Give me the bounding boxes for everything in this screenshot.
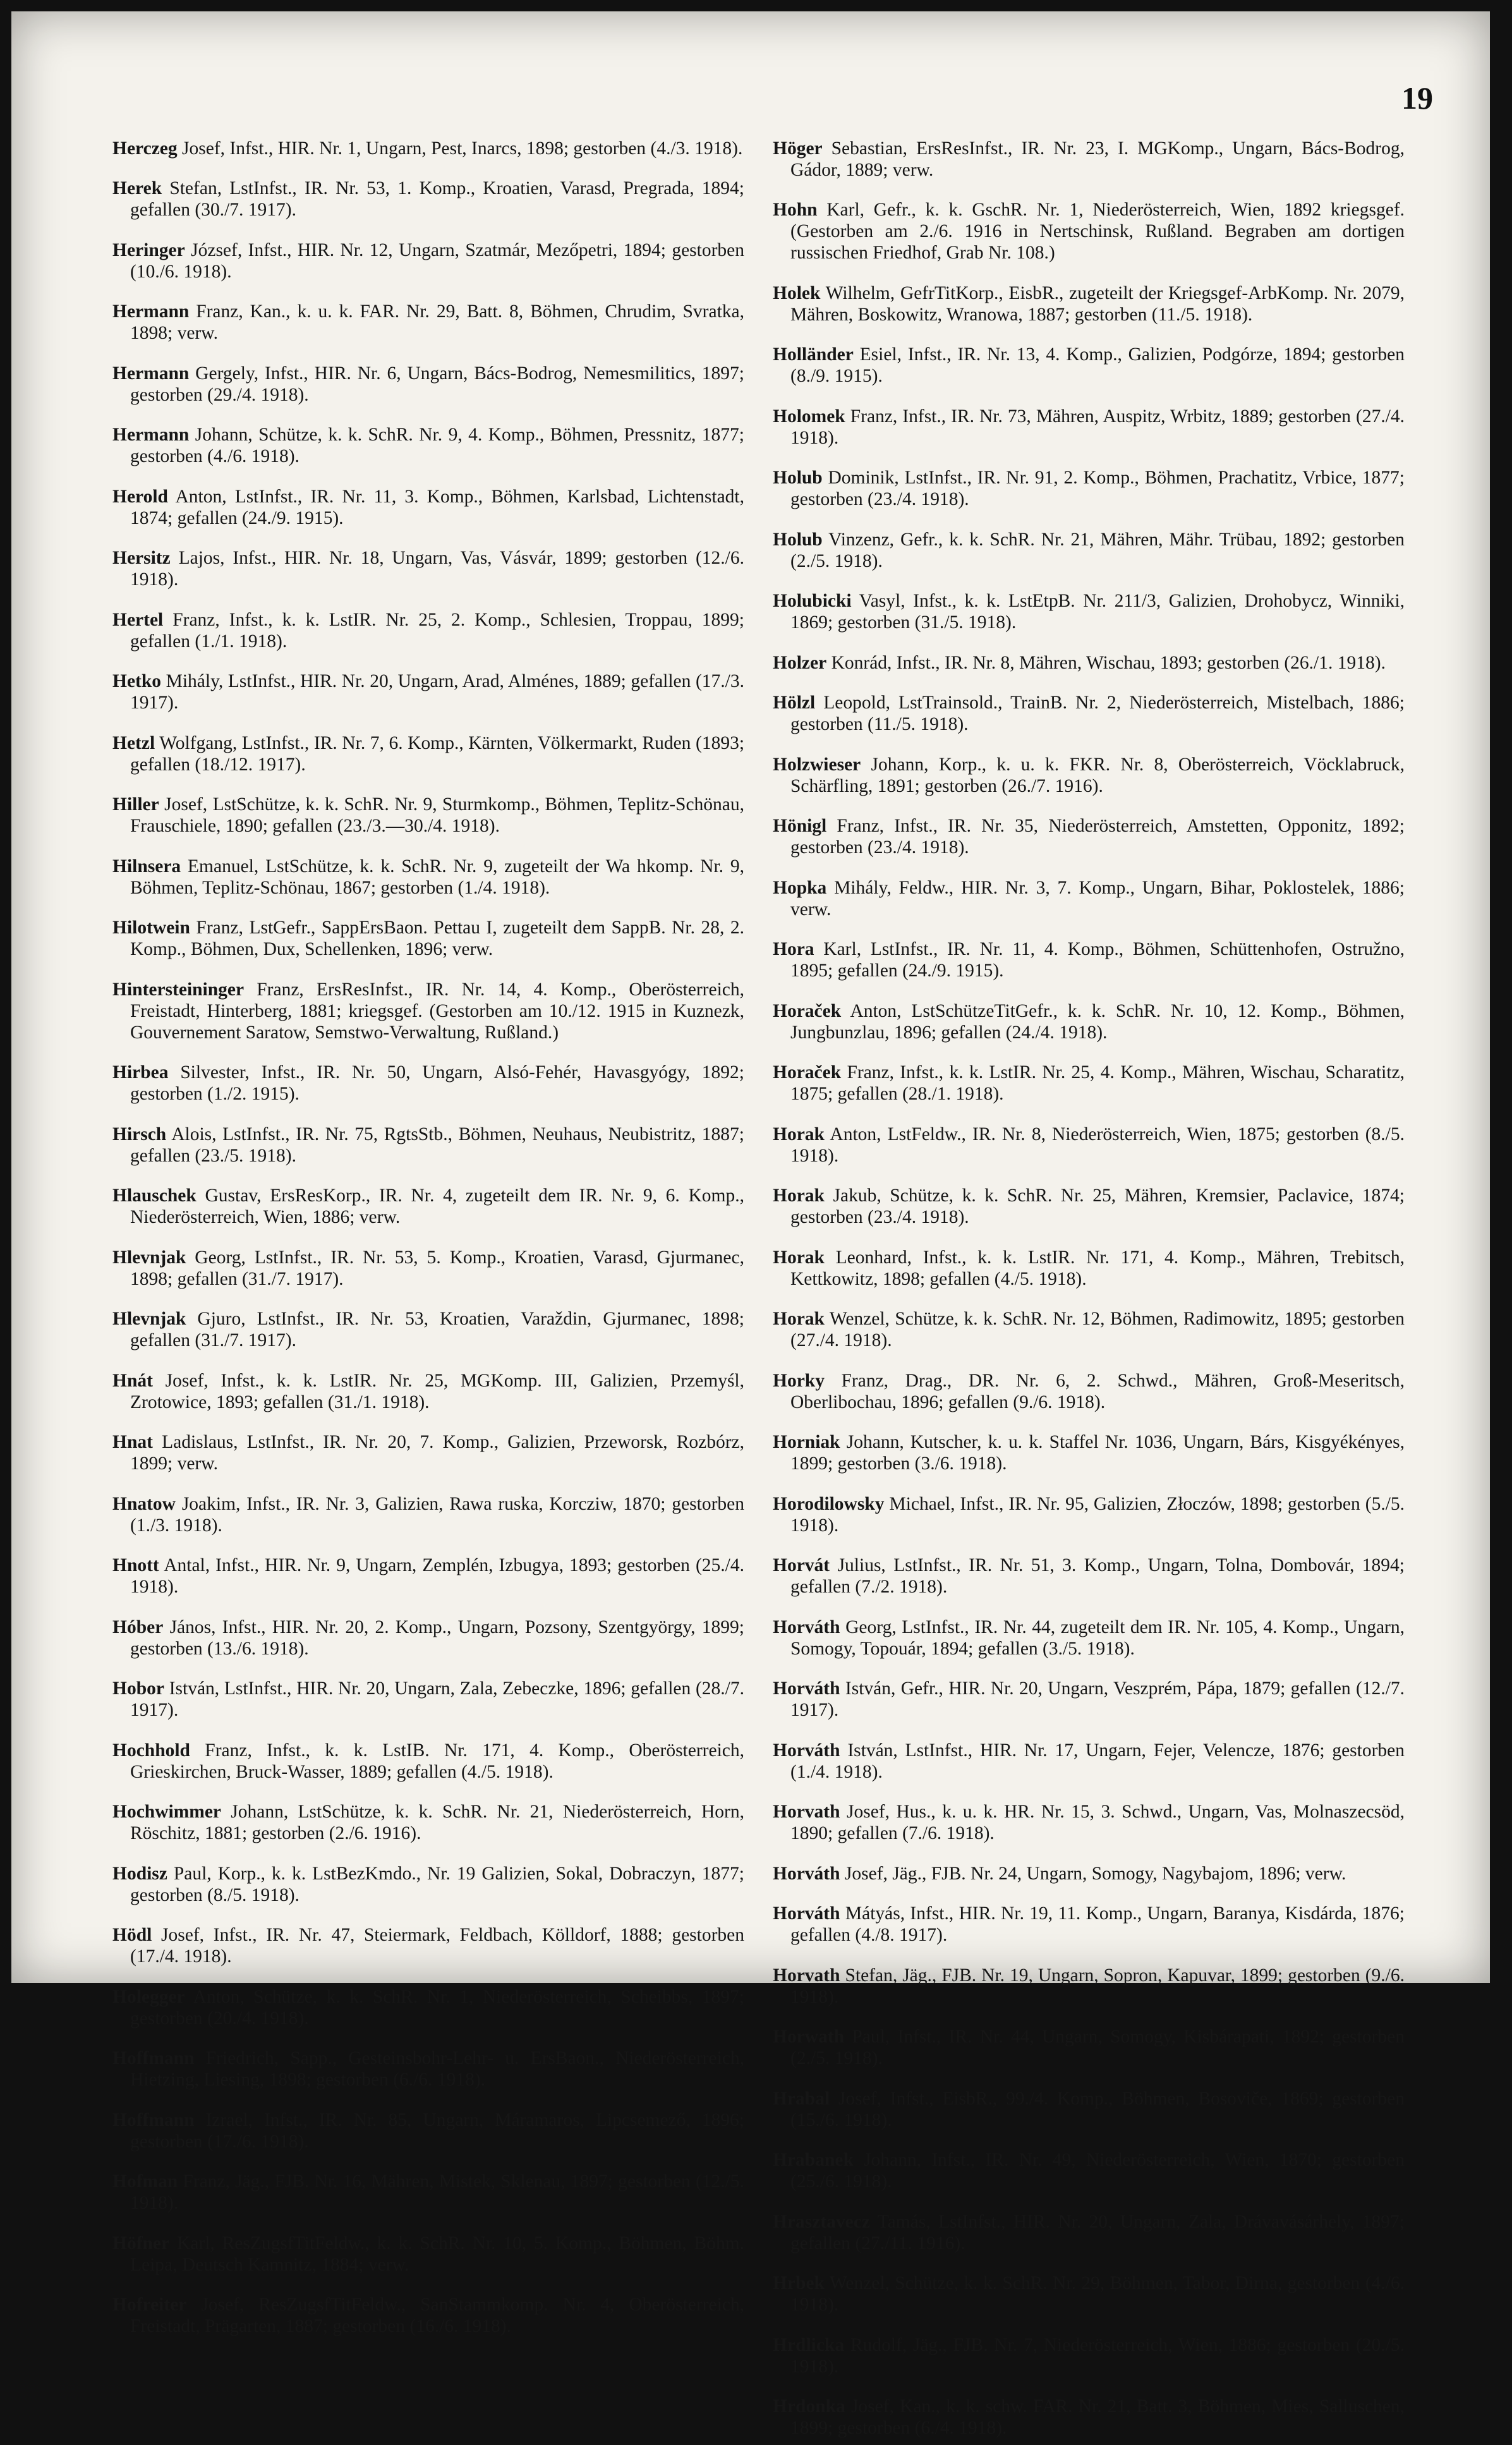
entry-details: Gustav, ErsResKorp., IR. Nr. 4, zugeteilt dem IR. Nr. 9, 6. Komp., Niederösterreich, Wien, 1886; verw.: [130, 1186, 745, 1227]
register-entry: [112, 1493, 744, 1536]
entry-details: Franz, Infst., k. k. LstIR. Nr. 25, 2. Komp., Schlesien, Troppau, 1899; gefallen (1./1. 1918).: [130, 609, 744, 652]
entry-surname: Hofreiter: [112, 2295, 187, 2315]
entry-surname: Höfner: [112, 2233, 170, 2254]
entry-details: Konrád, Infst., IR. Nr. 8, Mähren, Wischau, 1893; gestorben (26./1. 1918).: [831, 652, 1386, 673]
register-entry: [773, 467, 1405, 510]
entry-surname: Hnát: [112, 1370, 153, 1391]
entry-surname: Hnatow: [112, 1493, 176, 1514]
entry-surname: Hodisz: [112, 1863, 167, 1884]
register-entry: [773, 938, 1405, 981]
entry-surname: Holegger: [112, 1986, 185, 2007]
register-entry: [773, 652, 1405, 674]
entry-surname: Hoffmann: [112, 2109, 195, 2130]
entry-details: Anton, LstFeldw., IR. Nr. 8, Niederösterreich, Wien, 1875; gestorben (8./5. 1918).: [790, 1124, 1405, 1166]
register-entry: [773, 2334, 1405, 2377]
entry-details: Silvester, Infst., IR. Nr. 50, Ungarn, Alsó-Fehér, Havasgyógy, 1892; gestorben (1./2. 1915).: [130, 1062, 745, 1104]
entry-surname: Horak: [773, 1124, 825, 1144]
register-entry: [112, 1863, 744, 1906]
entry-surname: Horaček: [773, 1062, 842, 1083]
register-entry: [773, 1903, 1405, 1946]
register-entry: [773, 1493, 1405, 1536]
entry-surname: Hopka: [773, 877, 827, 898]
entry-surname: Hrabal: [773, 2088, 830, 2109]
entry-details: Johann, LstSchütze, k. k. SchR. Nr. 21, Niederösterreich, Horn, Röschitz, 1881; gestorben (2./6. 1916).: [130, 1802, 744, 1843]
entry-surname: Hofman: [112, 2171, 178, 2192]
entry-surname: Horváth: [773, 1678, 840, 1699]
entry-details: Josef, LstSchütze, k. k. SchR. Nr. 9, Sturmkomp., Böhmen, Teplitz-Schönau, Frauschiele, 1890; gefallen (23./3.—30./4. 1918).: [130, 794, 745, 836]
entry-details: Esiel, Infst., IR. Nr. 13, 4. Komp., Galizien, Podgórze, 1894; gestorben (8./9. 1915).: [790, 344, 1405, 386]
entry-surname: Hochhold: [112, 1740, 190, 1761]
entry-surname: Hochwimmer: [112, 1802, 222, 1822]
entry-details: István, LstInfst., HIR. Nr. 20, Ungarn, Zala, Zebeczke, 1896; gefallen (28./7. 1917).: [130, 1678, 745, 1720]
entry-details: Emanuel, LstSchütze, k. k. SchR. Nr. 9, zugeteilt der Wa hkomp. Nr. 9, Böhmen, Teplitz-Schönau, 1867; gestorben (1./4. 1918).: [130, 856, 745, 898]
entry-details: Friedrich, Sapp., Gesteinsbohr-Lehr- u. ErsBaon., Niederösterreich, Hietzing, Liesing, 1898; gestorben (6./6. 1918).: [130, 2048, 744, 2090]
register-entry: [773, 138, 1405, 181]
entry-surname: Hlauschek: [112, 1186, 197, 1206]
register-entry: [773, 2211, 1405, 2254]
entry-surname: Hoffmann: [112, 2048, 195, 2068]
entry-details: Franz, Infst., k. k. LstIB. Nr. 171, 4. Komp., Oberösterreich, Grieskirchen, Bruck-Wasser, 1889; gefallen (4./5. 1918).: [130, 1740, 744, 1782]
entry-surname: Hermann: [112, 363, 190, 384]
entry-details: Wenzel, Schütze, k. k. SchR. Nr. 29, Böhmen, Tabor, Dirna, gestorben (4./6. 1918).: [790, 2273, 1405, 2315]
entry-details: Karl, ResZugsfTitFeldw., k. k. SchR. Nr. 10, 5. Komp., Böhmen, Böhm. Leipa, Deutsch Kamnitz, 1884; verw.: [130, 2233, 744, 2275]
register-entry: [112, 1740, 744, 1783]
register-entry: [773, 877, 1405, 920]
register-entry: [112, 138, 744, 159]
entry-details: Leopold, LstTrainsold., TrainB. Nr. 2, Niederösterreich, Mistelbach, 1886; gestorben (11./5. 1918).: [790, 693, 1405, 734]
entry-surname: Hohn: [773, 200, 818, 220]
entry-surname: Horváth: [773, 1617, 840, 1637]
register-entry: [112, 2171, 744, 2214]
entry-details: Georg, LstInfst., IR. Nr. 53, 5. Komp., Kroatien, Varasd, Gjurmanec, 1898; gefallen (31./7. 1917).: [130, 1247, 744, 1289]
entry-details: Franz, Drag., DR. Nr. 6, 2. Schwd., Mähren, Groß-Meseritsch, Oberlibochau, 1896; gefallen (9./6. 1918).: [790, 1370, 1405, 1412]
entry-details: Jakub, Schütze, k. k. SchR. Nr. 25, Mähren, Kremsier, Paclavice, 1874; gestorben (23./4. 1918).: [790, 1186, 1405, 1227]
entry-details: Georg, LstInfst., IR. Nr. 44, zugeteilt dem IR. Nr. 105, 4. Komp., Ungarn, Somogy, Topouár, 1894; gefallen (3./5. 1918).: [790, 1617, 1405, 1659]
entry-surname: Heringer: [112, 240, 185, 260]
register-entry: [112, 240, 744, 282]
entry-surname: Horvát: [773, 1555, 830, 1575]
entry-surname: Hetko: [112, 671, 162, 691]
entry-details: Leonhard, Infst., k. k. LstIR. Nr. 171, 4. Komp., Mähren, Trebitsch, Kettkowitz, 1898; gefallen (4./5. 1918).: [790, 1247, 1405, 1289]
register-entry: [112, 301, 744, 344]
entry-details: Franz, LstGefr., SappErsBaon. Pettau I, zugeteilt dem SappB. Nr. 28, 2. Komp., Böhmen, Dux, Schellenken, 1896; verw.: [130, 918, 744, 959]
register-entry: [112, 1555, 744, 1598]
entry-details: Karl, Gefr., k. k. GschR. Nr. 1, Niederösterreich, Wien, 1892 kriegsgef. (Gestorben am 2./6. 1916 in Nertschinsk, Rußland. Begraben am dortigen russischen Friedhof, Grab Nr. 108.): [790, 200, 1405, 263]
entry-details: Franz, Infst., k. k. LstIR. Nr. 25, 4. Komp., Mähren, Wischau, Scharatitz, 1875; gefallen (28./1. 1918).: [790, 1062, 1405, 1104]
register-entry: [112, 1986, 744, 2029]
entry-surname: Horodilowsky: [773, 1493, 885, 1514]
entry-details: Josef, Infst., EisbR., 99./4. Komp., Böhmen, Bosoviče, 1869; gestorben (15./6. 1918).: [790, 2088, 1405, 2130]
entry-details: Anton, LstInfst., IR. Nr. 11, 3. Komp., Böhmen, Karlsbad, Lichtenstadt, 1874; gefallen (24./9. 1915).: [130, 486, 745, 528]
entry-surname: Hóber: [112, 1617, 164, 1637]
entry-details: Josef, Infst., k. k. LstIR. Nr. 25, MGKomp. III, Galizien, Przemyśl, Zrotowice, 1893; gefallen (31./1. 1918).: [130, 1370, 744, 1412]
entry-details: Johann, Schütze, k. k. SchR. Nr. 9, 4. Komp., Böhmen, Pressnitz, 1877; gestorben (4./6. 1918).: [130, 425, 744, 466]
register-entry: [112, 1678, 744, 1721]
page-number: 19: [1401, 80, 1433, 116]
entry-details: Wolfgang, LstInfst., IR. Nr. 7, 6. Komp., Kärnten, Völkermarkt, Ruden (1893; gefallen (18./12. 1917).: [130, 732, 745, 775]
entry-details: Stefan, LstInfst., IR. Nr. 53, 1. Komp., Kroatien, Varasd, Pregrada, 1894; gefallen (30./7. 1917).: [130, 178, 745, 220]
register-entry: [773, 1370, 1405, 1413]
entry-details: Michael, Infst., IR. Nr. 95, Galizien, Złoczów, 1898; gestorben (5./5. 1918).: [790, 1493, 1405, 1536]
register-entry: [112, 917, 744, 960]
entry-details: Wilhelm, GefrTitKorp., EisbR., zugeteilt der Kriegsgef-ArbKomp. Nr. 2079, Mähren, Boskowitz, Wranowa, 1887; gestorben (11./5. 1918).: [790, 282, 1405, 325]
entry-details: Joakim, Infst., IR. Nr. 3, Galizien, Rawa ruska, Korcziw, 1870; gestorben (1./3. 1918).: [130, 1493, 744, 1536]
register-entry: [773, 1740, 1405, 1783]
entry-details: Josef, Infst., HIR. Nr. 1, Ungarn, Pest, Inarcs, 1898; gestorben (4./3. 1918).: [182, 138, 743, 159]
entry-surname: Hrasztavecz: [773, 2211, 870, 2232]
entry-surname: Holub: [773, 529, 823, 550]
entry-surname: Horváth: [773, 1863, 840, 1884]
register-entry: [773, 1000, 1405, 1043]
entry-details: Josef, Kan., k. k. schw. FAR. Nr. 21, Batt. 3, Böhmen, Mies, Salluschen, 1899; gestorben (6./4. 1918).: [790, 2396, 1405, 2438]
register-entry: [112, 1062, 744, 1105]
entry-surname: Höger: [773, 138, 823, 159]
register-entry: [112, 1370, 744, 1413]
entry-surname: Holländer: [773, 344, 854, 365]
register-entry: [112, 178, 744, 221]
right-column: [773, 119, 1405, 2445]
entry-surname: Hödl: [112, 1925, 152, 1945]
entry-details: Franz, Infst., IR. Nr. 73, Mähren, Auspitz, Wrbitz, 1889; gestorben (27./4. 1918).: [790, 406, 1405, 448]
entry-details: Gjuro, LstInfst., IR. Nr. 53, Kroatien, Varaždin, Gjurmanec, 1898; gefallen (31./7. 1917).: [130, 1309, 744, 1350]
register-entry: [112, 732, 744, 775]
register-entry: [773, 1247, 1405, 1290]
entry-surname: Horwath: [773, 2027, 845, 2047]
entry-details: Mihály, Feldw., HIR. Nr. 3, 7. Komp., Ungarn, Bihar, Poklostelek, 1886; verw.: [790, 877, 1405, 919]
entry-surname: Holubicki: [773, 591, 852, 611]
entry-surname: Horvath: [773, 1965, 840, 1986]
entry-surname: Hermann: [112, 301, 190, 322]
entry-surname: Horváth: [773, 1740, 840, 1761]
register-entry: [112, 1308, 744, 1351]
entry-surname: Holzwieser: [773, 754, 861, 775]
entry-details: Vinzenz, Gefr., k. k. SchR. Nr. 21, Mähren, Mähr. Trübau, 1892; gestorben (2./5. 1918).: [790, 529, 1405, 571]
left-column: [112, 119, 744, 2343]
entry-surname: Horaček: [773, 1000, 842, 1021]
entry-details: Dominik, LstInfst., IR. Nr. 91, 2. Komp., Böhmen, Prachatitz, Vrbice, 1877; gestorben (23./4. 1918).: [790, 468, 1405, 509]
register-entry: [773, 2149, 1405, 2192]
entry-surname: Horak: [773, 1247, 825, 1268]
entry-details: Johann, Korp., k. u. k. FKR. Nr. 8, Oberösterreich, Vöcklabruck, Schärfling, 1891; gestorben (26./7. 1916).: [790, 754, 1405, 796]
register-entry: [112, 1801, 744, 1844]
entry-surname: Hobor: [112, 1678, 164, 1699]
entry-surname: Herek: [112, 178, 162, 198]
entry-details: Franz, Kan., k. u. k. FAR. Nr. 29, Batt. 8, Böhmen, Chrudim, Svratka, 1898; verw.: [130, 301, 745, 343]
entry-details: József, Infst., HIR. Nr. 12, Ungarn, Szatmár, Mezőpetri, 1894; gestorben (10./6. 1918).: [130, 240, 745, 282]
entry-surname: Hersitz: [112, 548, 171, 568]
entry-details: István, LstInfst., HIR. Nr. 17, Ungarn, Fejer, Velencze, 1876; gestorben (1./4. 1918).: [790, 1740, 1405, 1782]
register-entry: [112, 1924, 744, 1967]
entry-surname: Holzer: [773, 652, 827, 673]
entry-surname: Holomek: [773, 406, 845, 427]
register-entry: [773, 815, 1405, 858]
register-entry: [112, 1247, 744, 1290]
entry-details: Johann, Kutscher, k. u. k. Staffel Nr. 1036, Ungarn, Bárs, Kisgyékényes, 1899; gestorben (3./6. 1918).: [790, 1432, 1405, 1474]
entry-surname: Hlevnjak: [112, 1309, 186, 1329]
register-entry: [773, 1124, 1405, 1167]
register-entry: [773, 1185, 1405, 1228]
register-entry: [112, 486, 744, 529]
register-entry: [773, 1965, 1405, 2008]
entry-surname: Hölzl: [773, 693, 816, 713]
entry-details: Franz, ErsResInfst., IR. Nr. 14, 4. Komp., Oberösterreich, Freistadt, Hinterberg, 1881; kriegsgef. (Gestorben am 10./12. 1915 in Kuznezk, Gouvernement Saratow, Semstwo-Verwaltung, Rußland.): [130, 979, 745, 1043]
register-entry: [112, 794, 744, 837]
entry-details: János, Infst., HIR. Nr. 20, 2. Komp., Ungarn, Pozsony, Szentgyörgy, 1899; gestorben (13./6. 1918).: [130, 1617, 745, 1659]
entry-details: Antal, Infst., HIR. Nr. 9, Ungarn, Zemplén, Izbugya, 1893; gestorben (25./4. 1918).: [130, 1555, 745, 1597]
entry-surname: Hlevnjak: [112, 1247, 186, 1268]
entry-surname: Horak: [773, 1309, 825, 1329]
register-entry: [773, 692, 1405, 735]
entry-details: Gergely, Infst., HIR. Nr. 6, Ungarn, Bács-Bodrog, Nemesmilitics, 1897; gestorben (29./4. 1918).: [130, 363, 745, 405]
register-entry: [112, 670, 744, 713]
register-entry: [773, 1308, 1405, 1351]
entry-surname: Hrabanek: [773, 2150, 854, 2170]
entry-details: Tamás, LstInfst., HIR. Nr. 20, Ungarn, Zala, Drávavásárhely, 1897; gefallen (27./11. 1916).: [790, 2211, 1405, 2254]
register-entry: [773, 2026, 1405, 2069]
register-entry: [112, 1124, 744, 1167]
register-entry: [112, 424, 744, 467]
register-entry: [112, 363, 744, 406]
entry-details: Karl, LstInfst., IR. Nr. 11, 4. Komp., Böhmen, Schüttenhofen, Ostružno, 1895; gefallen (24./9. 1915).: [790, 939, 1405, 981]
entry-details: Paul, Korp., k. k. LstBezKmdo., Nr. 19 Galizien, Sokal, Dobraczyn, 1877; gestorben (8./5. 1918).: [130, 1863, 745, 1905]
entry-surname: Hrdlicka: [773, 2334, 845, 2355]
register-entry: [773, 344, 1405, 387]
entry-details: Alois, LstInfst., IR. Nr. 75, RgtsStb., Böhmen, Neuhaus, Neubistritz, 1887; gefallen (23./5. 1918).: [130, 1124, 744, 1166]
register-entry: [773, 529, 1405, 572]
entry-surname: Hora: [773, 939, 814, 959]
entry-surname: Hertel: [112, 609, 164, 630]
entry-surname: Horky: [773, 1370, 825, 1391]
register-entry: [112, 2233, 744, 2276]
entry-details: Stefan, Jäg., FJB. Nr. 19, Ungarn, Sopron, Kapuvar, 1899; gestorben (9./6. 1918).: [790, 1965, 1405, 2007]
entry-surname: Hnat: [112, 1432, 153, 1452]
entry-surname: Hirbea: [112, 1062, 169, 1083]
register-entry: [773, 1555, 1405, 1598]
entry-details: Josef, Jäg., FJB. Nr. 24, Ungarn, Somogy, Nagybajom, 1896; verw.: [844, 1863, 1346, 1884]
register-entry: [773, 406, 1405, 449]
register-entry: [773, 1801, 1405, 1844]
register-entry: [773, 1863, 1405, 1884]
register-entry: [773, 590, 1405, 633]
register-entry: [773, 282, 1405, 325]
entry-surname: Herczeg: [112, 138, 178, 159]
entry-details: István, Gefr., HIR. Nr. 20, Ungarn, Veszprém, Pápa, 1879; gefallen (12./7. 1917).: [790, 1678, 1405, 1720]
register-entry: [112, 2048, 744, 2090]
entry-details: Wenzel, Schütze, k. k. SchR. Nr. 12, Böhmen, Radimowitz, 1895; gestorben (27./4. 1918).: [790, 1309, 1405, 1350]
register-entry: [112, 856, 744, 899]
entry-surname: Hirsch: [112, 1124, 167, 1144]
register-entry: [773, 1062, 1405, 1105]
register-entry: [112, 1431, 744, 1474]
entry-details: Anton, Schütze, k. k. SchR. Nr. 1, Niederösterreich, Scheibbs, 1897; gestorben (20./4. 1918).: [130, 1986, 744, 2029]
register-entry: [773, 1431, 1405, 1474]
entry-surname: Hilotwein: [112, 918, 190, 938]
entry-surname: Hilnsera: [112, 856, 181, 877]
entry-surname: Horváth: [773, 1903, 840, 1924]
register-entry: [112, 1617, 744, 1659]
entry-surname: Hrdonka: [773, 2396, 845, 2417]
entry-surname: Hetzl: [112, 732, 155, 753]
register-entry: [773, 1617, 1405, 1659]
entry-surname: Hönigl: [773, 816, 827, 836]
entry-surname: Hermann: [112, 425, 190, 445]
entry-details: Julius, LstInfst., IR. Nr. 51, 3. Komp., Ungarn, Tolna, Dombovár, 1894; gefallen (7./2. 1918).: [790, 1555, 1405, 1597]
entry-details: Izrael, Infst., IR. Nr. 85, Ungarn, Máramaros, Lipcsemező, 1896; gestorben (17./6. 1918).: [130, 2109, 745, 2152]
entry-surname: Holub: [773, 468, 823, 488]
register-entry: [112, 609, 744, 652]
register-entry: [112, 2109, 744, 2152]
entry-details: Mihály, LstInfst., HIR. Nr. 20, Ungarn, Arad, Alménes, 1889; gefallen (17./3. 1917).: [130, 671, 745, 713]
entry-surname: Hintersteininger: [112, 979, 245, 1000]
entry-details: Rudolf, Jäg., FJB. Nr. 7, Niederösterreich, Wien, 1886; gestorben (20./5. 1918).: [790, 2334, 1405, 2377]
entry-details: Lajos, Infst., HIR. Nr. 18, Ungarn, Vas, Vásvár, 1899; gestorben (12./6. 1918).: [130, 548, 745, 590]
register-entry: [773, 2088, 1405, 2131]
entry-details: Franz, Jäg., FJB. Nr. 16, Mähren, Mistek, Sklenau, 1897; gestorben (12./5. 1918).: [130, 2171, 744, 2213]
entry-details: Johann, Infst., IR. Nr. 49, Niederösterreich, Wien, 1870; gestorben (25./6. 1918).: [790, 2150, 1405, 2192]
entry-details: Anton, LstSchützeTitGefr., k. k. SchR. Nr. 10, 12. Komp., Böhmen, Jungbunzlau, 1896; gefallen (24./4. 1918).: [790, 1000, 1405, 1043]
entry-surname: Horvath: [773, 1802, 840, 1822]
entry-details: Franz, Infst., IR. Nr. 35, Niederösterreich, Amstetten, Opponitz, 1892; gestorben (23./4. 1918).: [790, 816, 1405, 858]
entry-details: Josef, Hus., k. u. k. HR. Nr. 15, 3. Schwd., Ungarn, Vas, Molnaszecsöd, 1890; gefallen (7./6. 1918).: [790, 1802, 1405, 1843]
entry-details: Josef, Infst., IR. Nr. 47, Steiermark, Feldbach, Kölldorf, 1888; gestorben (17./4. 1918).: [130, 1925, 745, 1967]
entry-details: Sebastian, ErsResInfst., IR. Nr. 23, I. MGKomp., Ungarn, Bács-Bodrog, Gádor, 1889; verw.: [790, 138, 1405, 180]
register-entry: [773, 2396, 1405, 2439]
register-entry: [112, 979, 744, 1043]
entry-surname: Hiller: [112, 794, 159, 815]
entry-details: Paul, Infst., IR. Nr. 44, Ungarn, Somogy, Kisbárapati, 1892; gestorben (2./5. 1918).: [790, 2027, 1405, 2068]
register-entry: [773, 754, 1405, 797]
document-page: [11, 11, 1490, 2438]
entry-surname: Hrbek: [773, 2273, 825, 2293]
register-entry: [112, 2294, 744, 2337]
entry-surname: Horak: [773, 1186, 825, 1206]
entry-surname: Hnott: [112, 1555, 159, 1575]
entry-details: Ladislaus, LstInfst., IR. Nr. 20, 7. Komp., Galizien, Przeworsk, Rozbórz, 1899; verw.: [130, 1432, 745, 1474]
register-entry: [112, 547, 744, 590]
entry-surname: Herold: [112, 486, 168, 507]
entry-surname: Horniak: [773, 1432, 840, 1452]
entry-surname: Holek: [773, 282, 821, 303]
entry-details: Josef, ResZugsfTitFeldw., SanStammkomp. Nr. 4, Oberösterreich, Freistadt, Prägarten, 1887; gestorben (16./6. 1918).: [130, 2295, 744, 2336]
register-entry: [773, 1678, 1405, 1721]
register-entry: [112, 1185, 744, 1228]
entry-details: Vasyl, Infst., k. k. LstEtpB. Nr. 211/3, Galizien, Drohobycz, Winniki, 1869; gestorben (31./5. 1918).: [790, 591, 1405, 633]
entry-details: Mátyás, Infst., HIR. Nr. 19, 11. Komp., Ungarn, Baranya, Kisdárda, 1876; gefallen (4./8. 1917).: [790, 1903, 1405, 1945]
register-entry: [773, 2272, 1405, 2315]
register-entry: [773, 199, 1405, 264]
